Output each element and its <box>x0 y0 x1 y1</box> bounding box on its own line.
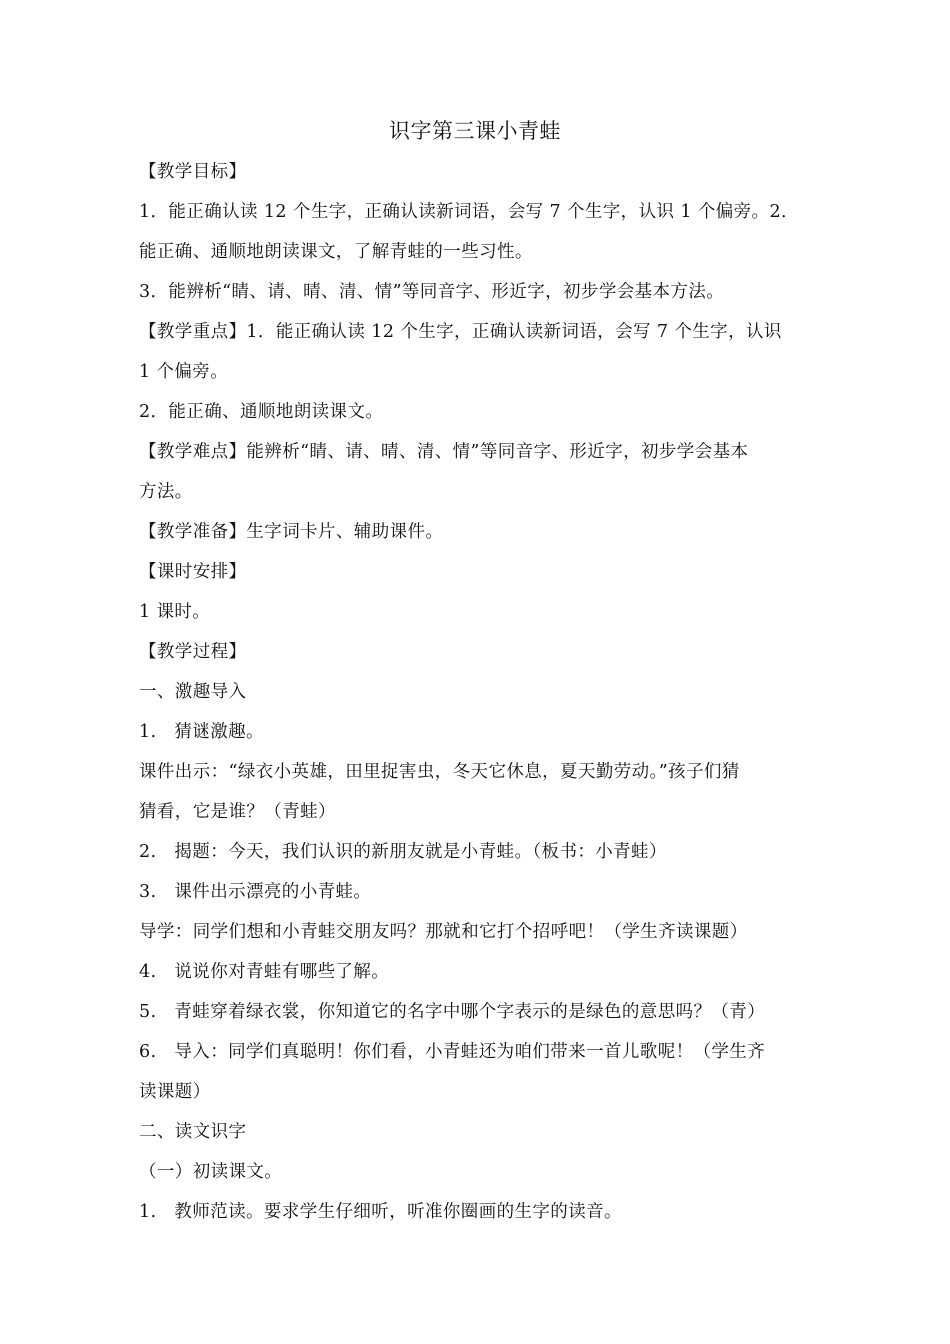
list-item: 6. 导入：同学们真聪明！你们看，小青蛙还为咱们带来一首儿歌呢！（学生齐 <box>139 1042 766 1062</box>
heading-teaching-difficulty: 【教学难点】能辨析“睛、请、晴、清、情”等同音字、形近字，初步学会基本 <box>139 442 749 462</box>
text-line: 读课题） <box>139 1082 211 1102</box>
subsection-heading: （一）初读课文。 <box>139 1162 283 1182</box>
heading-teaching-process: 【教学过程】 <box>139 642 247 662</box>
list-item: 1. 猜谜激趣。 <box>139 722 264 742</box>
list-item: 4. 说说你对青蛙有哪些了解。 <box>139 962 390 982</box>
list-item: 1. 教师范读。要求学生仔细听，听准你圈画的生字的读音。 <box>139 1202 622 1222</box>
heading-teaching-goals: 【教学目标】 <box>139 162 247 182</box>
text-line: 3．能辨析“睛、请、晴、清、情”等同音字、形近字，初步学会基本方法。 <box>139 282 725 302</box>
list-item: 3. 课件出示漂亮的小青蛙。 <box>139 882 372 902</box>
text-line: 2．能正确、通顺地朗读课文。 <box>139 402 384 422</box>
text-line: 课件出示：“绿衣小英雄，田里捉害虫，冬天它休息，夏天勤劳动。”孩子们猜 <box>139 762 740 782</box>
heading-schedule: 【课时安排】 <box>139 562 247 582</box>
document-body <box>139 152 811 1232</box>
section-heading: 一、激趣导入 <box>139 682 247 702</box>
text-line: 1．能正确认读 12 个生字，正确认读新词语，会写 7 个生字，认识 1 个偏旁。2． <box>139 202 799 222</box>
document-title: 识字第三课小青蛙 <box>389 119 561 143</box>
text-line: 能正确、通顺地朗读课文，了解青蛙的一些习性。 <box>139 242 533 262</box>
list-item: 5. 青蛙穿着绿衣裳，你知道它的名字中哪个字表示的是绿色的意思吗？（青） <box>139 1002 766 1022</box>
heading-teaching-focus: 【教学重点】1．能正确认读 12 个生字，正确认读新词语，会写 7 个生字，认识 <box>139 322 782 342</box>
text-line: 1 个偏旁。 <box>139 362 229 382</box>
text-line: 猜看，它是谁？（青蛙） <box>139 802 336 822</box>
text-line: 1 课时。 <box>139 602 211 622</box>
text-line: 导学：同学们想和小青蛙交朋友吗？那就和它打个招呼吧！（学生齐读课题） <box>139 922 748 942</box>
heading-teaching-preparation: 【教学准备】生字词卡片、辅助课件。 <box>139 522 444 542</box>
list-item: 2. 揭题：今天，我们认识的新朋友就是小青蛙。（板书：小青蛙） <box>139 842 667 862</box>
text-line: 方法。 <box>139 482 193 502</box>
section-heading: 二、读文识字 <box>139 1122 247 1142</box>
